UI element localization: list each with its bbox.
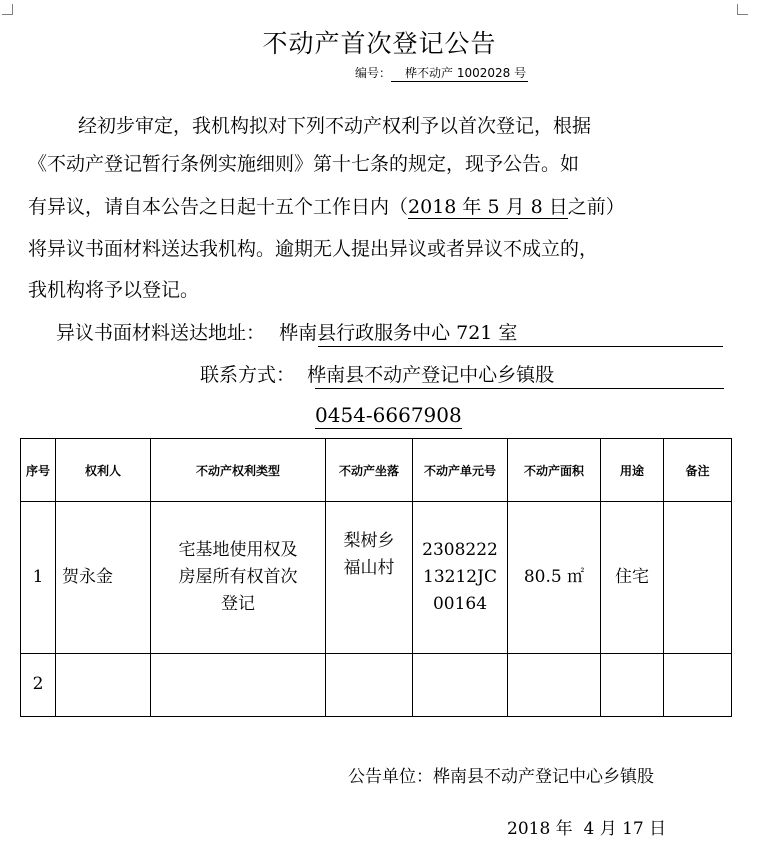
header-use: 用途 <box>601 439 664 502</box>
cell-no: 2 <box>21 654 56 717</box>
objection-address-underline <box>318 346 723 347</box>
contact-field <box>200 362 554 389</box>
cell-right-type <box>151 654 326 717</box>
body-line-4: 将异议书面材料送达我机构。逾期无人提出异议或者异议不成立的， <box>28 238 599 260</box>
page-corner-mark-left <box>2 4 13 15</box>
contact-label: 联系方式： <box>200 364 296 386</box>
serial-label: 编号： <box>355 66 392 80</box>
cell-location-l1: 梨树乡 <box>343 531 395 551</box>
cell-unit-no <box>413 502 508 654</box>
contact-value: 桦南县不动产登记中心乡镇股 <box>307 364 555 386</box>
cell-right-type-l2: 房屋所有权首次 <box>178 566 298 587</box>
body-line-2: 《不动产登记暂行条例实施细则》第十七条的规定，现予公告。如 <box>28 153 580 175</box>
cell-note <box>664 502 732 654</box>
cell-unit-no-l1: 2308222 <box>422 539 498 560</box>
header-note: 备注 <box>664 439 732 502</box>
issue-date: 2018 年 4 月 17 日 <box>507 819 667 839</box>
objection-address-value: 桦南县行政服务中心 721 室 <box>279 322 518 344</box>
body-line-3-pre: 有异议，请自本公告之日起十五个工作日内（ <box>28 196 409 218</box>
cell-unit-no-l3: 00164 <box>432 594 488 615</box>
cell-no: 1 <box>21 502 56 654</box>
cell-right-type-l1: 宅基地使用权及 <box>178 539 298 560</box>
cell-unit-no <box>413 654 508 717</box>
header-unit-no: 不动产单元号 <box>413 439 508 502</box>
serial-value: 桦不动产 1002028 号 <box>391 64 528 82</box>
header-area: 不动产面积 <box>508 439 601 502</box>
cell-note <box>664 654 732 717</box>
issuing-unit-value: 桦南县不动产登记中心乡镇股 <box>433 767 654 787</box>
cell-area: 80.5 ㎡ <box>508 502 601 654</box>
cell-use: 住宅 <box>601 502 664 654</box>
header-holder: 权利人 <box>56 439 151 502</box>
cell-holder: 贺永金 <box>56 502 151 654</box>
cell-use <box>601 654 664 717</box>
table-row <box>21 654 732 717</box>
cell-holder <box>56 654 151 717</box>
header-location: 不动产坐落 <box>326 439 413 502</box>
cell-right-type <box>151 502 326 654</box>
body-line-1: 经初步审定，我机构拟对下列不动产权利予以首次登记，根据 <box>78 115 592 137</box>
page-title: 不动产首次登记公告 <box>262 29 497 58</box>
serial-number <box>355 64 528 82</box>
header-no: 序号 <box>21 439 56 502</box>
issuing-unit <box>348 762 654 787</box>
cell-unit-no-l2: 13212JC <box>423 566 497 587</box>
contact-phone: 0454-6667908 <box>315 403 462 427</box>
header-right-type: 不动产权利类型 <box>151 439 326 502</box>
table-header-row <box>21 439 732 502</box>
body-line-3-post: 之前） <box>567 196 625 218</box>
contact-underline <box>315 388 724 389</box>
objection-address-field <box>56 320 517 347</box>
body-line-3 <box>28 193 728 222</box>
cell-right-type-l3: 登记 <box>221 594 255 615</box>
cell-location-l2: 福山村 <box>343 558 395 579</box>
issuing-unit-label: 公告单位： <box>348 767 433 787</box>
registration-table <box>20 438 732 717</box>
cell-location <box>326 654 413 717</box>
objection-address-label: 异议书面材料送达地址： <box>56 322 266 344</box>
cell-location <box>326 502 413 654</box>
body-line-5: 我机构将予以登记。 <box>28 279 200 301</box>
table-row <box>21 502 732 654</box>
cell-area <box>508 654 601 717</box>
page-corner-mark-right <box>737 4 748 15</box>
objection-deadline: 2018 年 5 月 8 日 <box>408 196 568 218</box>
